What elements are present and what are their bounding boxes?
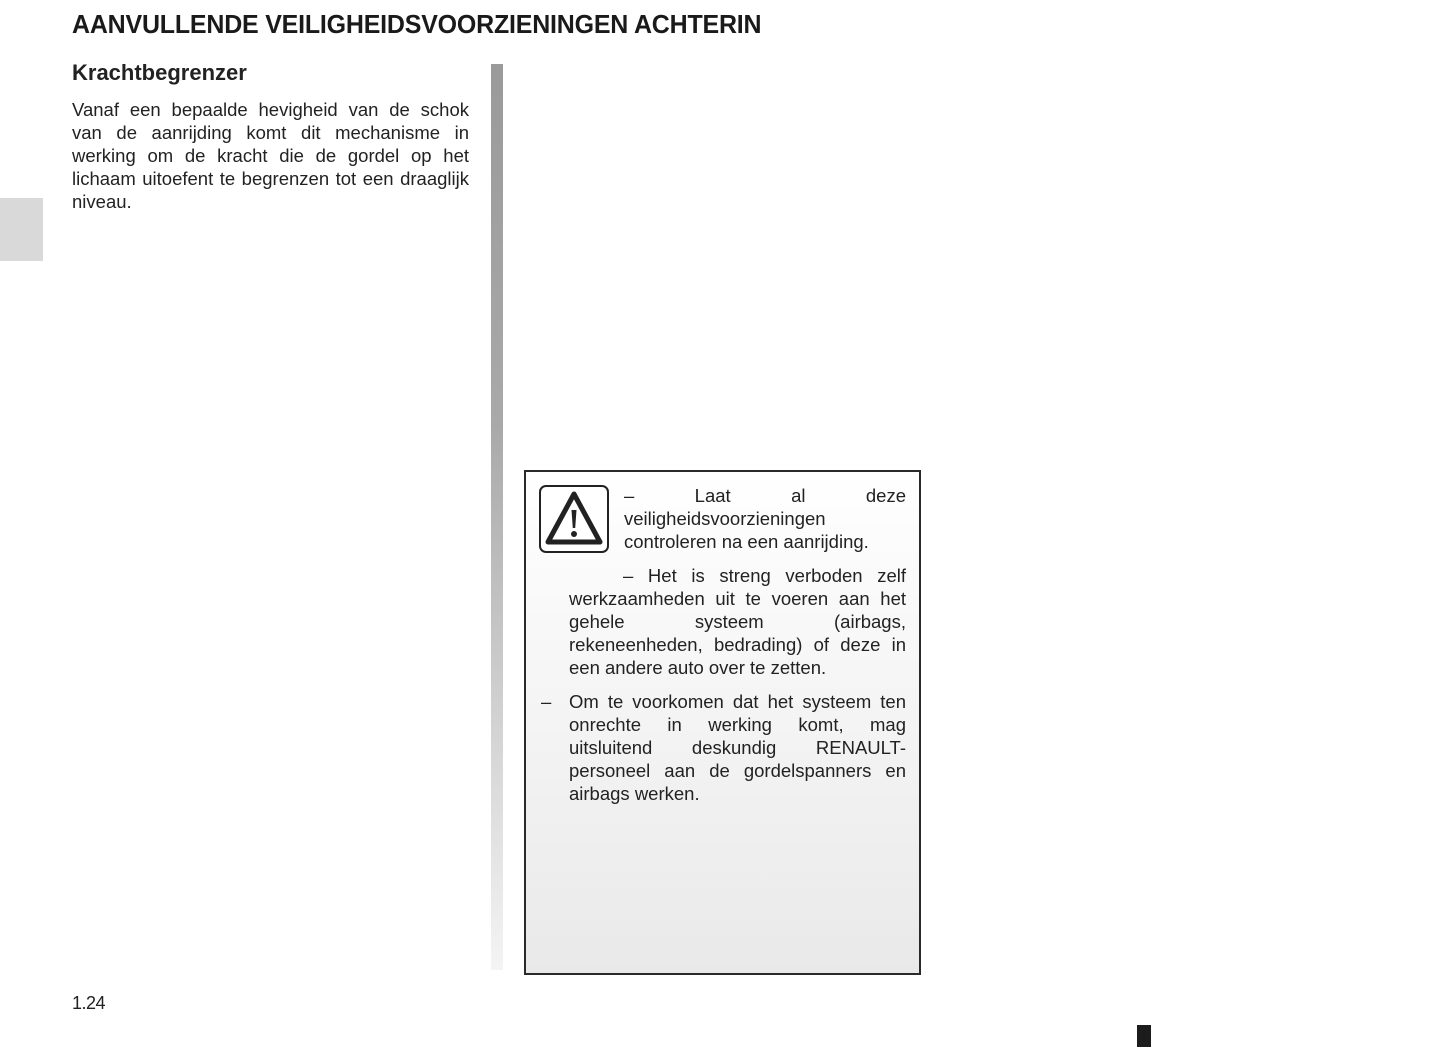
- warning-item-2: – Het is streng verboden zelf werkzaamheden uit te voeren aan het gehele systeem (airbags, rekeneenheden, bedrading) of deze in een andere auto over te zetten.: [569, 565, 906, 678]
- list-dash: –: [541, 691, 552, 712]
- column-divider-bar: [491, 64, 503, 970]
- page-title: AANVULLENDE VEILIGHEIDSVOORZIENINGEN ACHTERIN: [72, 9, 762, 39]
- section-heading: Krachtbegrenzer: [72, 60, 247, 85]
- warning-triangle-icon: [539, 485, 609, 553]
- warning-box: [524, 470, 921, 975]
- end-of-section-marker: [1137, 1025, 1151, 1047]
- page-number: 1.24: [72, 993, 106, 1013]
- warning-item-3-text: Om te voorkomen dat het systeem ten onrechte in werking komt, mag uitsluitend deskundig RENAULT-personeel aan de gordelspanners en airbags werken.: [569, 691, 906, 804]
- chapter-tab-marker: [0, 198, 43, 261]
- warning-item-3: [541, 690, 906, 805]
- body-paragraph: Vanaf een bepaalde hevigheid van de schok van de aanrijding komt dit mechanisme in werking om de kracht die de gordel op het lichaam uitoefent te begrenzen tot een draaglijk niveau.: [72, 99, 469, 212]
- warning-item-1: – Laat al deze veiligheidsvoorzieningen controleren na een aanrijding.: [624, 485, 906, 552]
